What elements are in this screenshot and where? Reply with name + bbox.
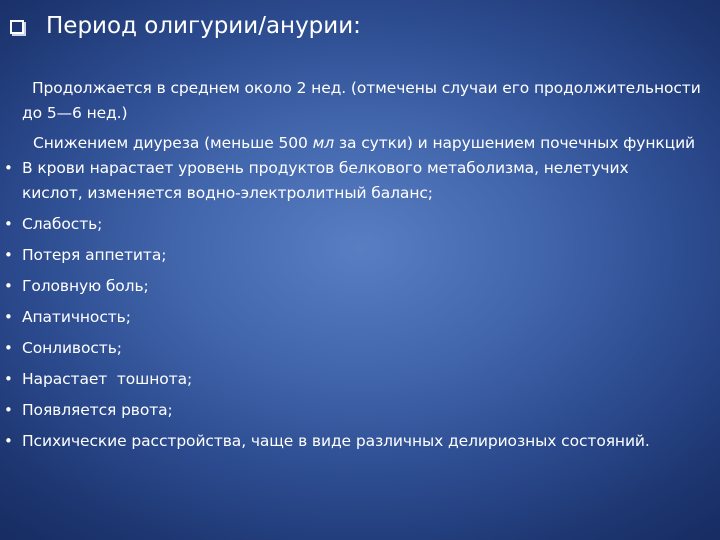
bullet-item	[0, 212, 720, 237]
bullet-icon: •	[4, 159, 13, 177]
intro-paragraph-text: Продолжается в среднем около 2 нед. (отмечены случаи его продолжительности до 5—6 нед.)	[22, 79, 701, 122]
bullet-item	[0, 429, 720, 454]
bullet-icon: •	[4, 246, 13, 264]
title-row	[10, 9, 361, 43]
bullet-icon: •	[4, 432, 13, 450]
bullet-item	[0, 336, 720, 361]
bullet-icon: •	[4, 370, 13, 388]
bullet-text: Головную боль;	[22, 277, 149, 295]
intro-paragraph	[0, 131, 720, 156]
intro-paragraph-text-start: Снижением диуреза (меньше 500	[33, 134, 313, 152]
intro-paragraph	[0, 76, 720, 126]
bullet-icon: •	[4, 215, 13, 233]
bullet-icon: •	[4, 339, 13, 357]
bullet-text: Психические расстройства, чаще в виде различных делириозных состояний.	[22, 432, 650, 450]
bullet-item	[0, 243, 720, 268]
bullet-icon: •	[4, 401, 13, 419]
slide-content	[0, 76, 720, 454]
bullet-text: Апатичность;	[22, 308, 131, 326]
bullet-item	[0, 367, 720, 392]
bullet-text: Слабость;	[22, 215, 103, 233]
unit-ml: мл	[312, 134, 335, 152]
bullet-text: Потеря аппетита;	[22, 246, 167, 264]
bullet-text: Сонливость;	[22, 339, 122, 357]
bullet-item	[0, 274, 720, 299]
bullet-text: Появляется рвота;	[22, 401, 173, 419]
bullet-icon: •	[4, 308, 13, 326]
slide-title: Период олигурии/анурии:	[46, 13, 361, 39]
bullet-item	[0, 305, 720, 330]
bullet-item	[0, 398, 720, 423]
bullet-text: Нарастает тошнота;	[22, 370, 193, 388]
intro-paragraph-text-end: за сутки) и нарушением почечных функций	[334, 134, 696, 152]
bullet-icon: •	[4, 277, 13, 295]
checkbox-icon	[10, 20, 24, 34]
bullet-item	[0, 156, 720, 206]
bullet-text: В крови нарастает уровень продуктов белкового метаболизма, нелетучих кислот, изменяется водно-электролитный баланс;	[22, 159, 629, 202]
